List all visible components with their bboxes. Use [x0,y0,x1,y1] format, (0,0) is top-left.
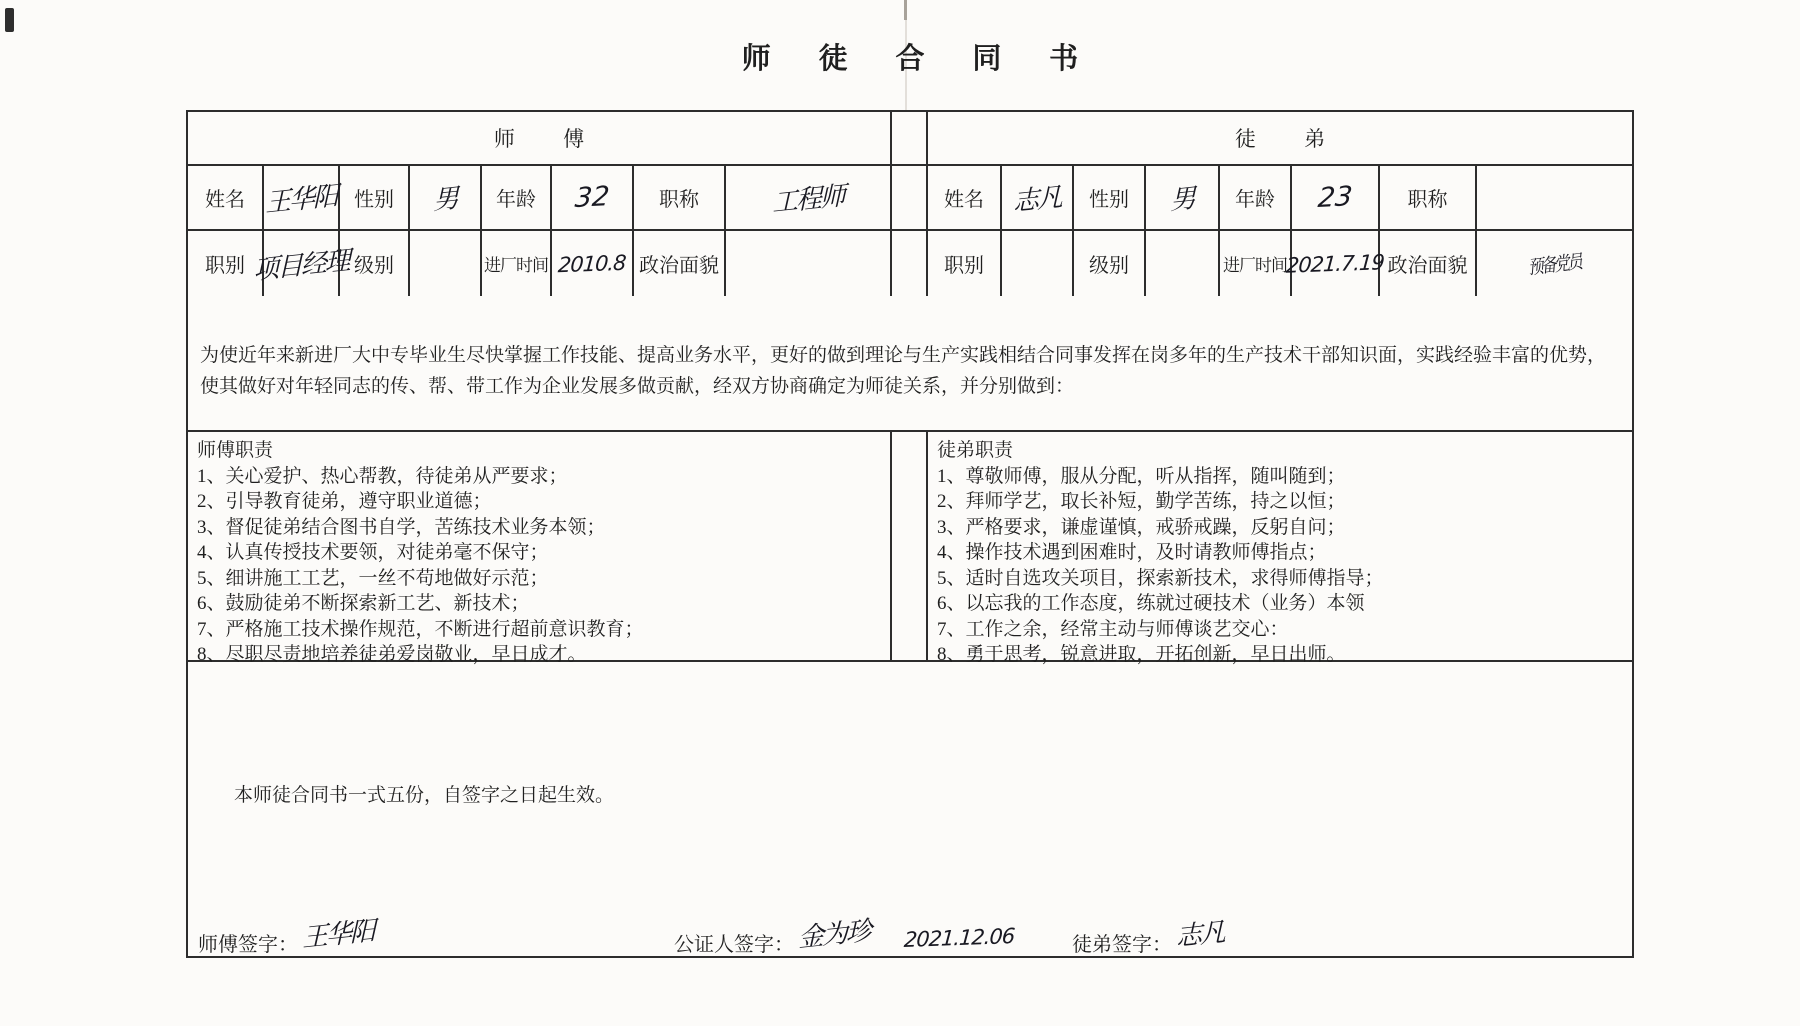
master-political-label: 政治面貌 [632,231,724,296]
fields-row-2 [188,231,1632,296]
contract-table [186,110,1634,958]
master-signature-block [198,914,374,957]
apprentice-signature-block [1072,914,1224,957]
master-rank-label: 职别 [205,255,245,277]
page-title: 师徒合同书 [741,43,1127,75]
master-duty-item: 8、尽职尽责地培养徒弟爱岗敬业，早日成才。 [197,644,587,665]
apprentice-age-label: 年龄 [1218,166,1290,229]
apprentice-sign-label: 徒弟签字： [1072,934,1172,956]
preamble-paragraph: 为使近年来新进厂大中专毕业生尽快掌握工作技能、提高业务水平，更好的做到理论与生产实践相结合同事发挥在岗多年的生产技术干部知识面，实践经验丰富的优势，使其做好对年轻同志的传、帮、带工作为企业发展多做贡献，经双方协商确定为师徒关系，并分别做到： [188,296,1632,432]
master-duties-heading: 师傅职责 [197,440,274,461]
apprentice-gender-label: 性别 [1072,166,1144,229]
master-name-value: 王华阳 [262,166,338,229]
master-gender-value: 男 [408,166,480,229]
master-gender-label: 性别 [338,166,408,229]
duties-row [188,432,1632,665]
notary-signature-block [674,914,1014,957]
apprentice-header-cell [928,112,1632,164]
master-duty-item: 6、鼓励徒弟不断探索新工艺、新技术； [197,593,530,614]
apprentice-entry-value: 2021.7.19 [1290,231,1378,296]
apprentice-name-label: 姓名 [944,189,984,211]
fold-column [890,112,928,164]
notary-signature: 金为珍 [797,916,871,954]
master-duty-item: 2、引导教育徒弟，遵守职业道德； [197,491,492,512]
closing-note: 本师徒合同书一式五份，自签字之日起生效。 [234,785,615,806]
fold-column [890,231,928,296]
apprentice-duties-heading: 徒弟职责 [937,440,1014,461]
master-age-label: 年龄 [480,166,550,229]
apprentice-duty-item: 3、严格要求，谦虚谨慎，戒骄戒躁，反躬自问； [937,516,1346,538]
master-grade-label: 级别 [338,231,408,296]
apprentice-signature: 志凡 [1175,917,1225,953]
master-rank-value: 项目经理 [262,231,338,296]
apprentice-duty-item: 1、尊敬师傅，服从分配，听从指挥，随叫随到； [937,465,1346,487]
apprentice-political-label: 政治面貌 [1378,231,1475,296]
master-duties-column [188,432,654,665]
apprentice-duty-item: 8、勇于思考，锐意进取，开拓创新，早日出师。 [937,644,1346,665]
footer-section [188,662,1632,956]
apprentice-duty-item: 2、拜师学艺，取长补短，勤学苦练，持之以恒； [937,491,1346,512]
master-duty-item: 3、督促徒弟结合图书自学，苦练技术业务本领； [197,516,606,538]
apprentice-duty-item: 7、工作之余，经常主动与师傅谈艺交心： [937,618,1289,640]
apprentice-section-title: 徒弟 [1234,127,1374,151]
fold-crease-mark [904,0,907,20]
apprentice-title-value [1475,166,1632,229]
apprentice-duty-item: 6、以忘我的工作态度，练就过硬技术（业务）本领 [937,593,1365,614]
master-duty-item: 1、关心爱护、热心帮教，待徒弟从严要求； [197,465,568,487]
master-duty-item: 7、严格施工技术操作规范，不断进行超前意识教育； [197,618,644,640]
apprentice-duty-item: 4、操作技术遇到困难时，及时请教师傅指点； [937,542,1327,563]
master-grade-value [408,231,480,296]
master-header-cell [188,112,890,164]
apprentice-grade-value [1144,231,1218,296]
master-sign-label: 师傅签字： [198,934,298,956]
apprentice-rank-label: 职别 [944,255,984,277]
master-signature: 王华阳 [301,916,375,954]
apprentice-political-value: 预备党员 [1475,231,1632,296]
master-duty-item: 5、细讲施工工艺，一丝不苟地做好示范； [197,567,549,589]
master-political-value [724,231,890,296]
master-title-label: 职称 [632,166,724,229]
apprentice-name-value: 志凡 [1000,166,1072,229]
scan-artifact [5,8,14,32]
master-entry-label: 进厂时间 [480,231,550,296]
apprentice-gender-value: 男 [1144,166,1218,229]
section-header-row [188,112,1632,166]
apprentice-age-value: 23 [1290,166,1378,229]
master-title-value: 工程师 [724,166,890,229]
apprentice-rank-value [1000,231,1072,296]
apprentice-duty-item: 5、适时自选攻关项目，探索新技术，求得师傅指导； [937,567,1384,589]
apprentice-entry-label: 进厂时间 [1218,231,1290,296]
apprentice-grade-label: 级别 [1072,231,1144,296]
master-entry-value: 2010.8 [550,231,632,296]
master-age-value: 32 [550,166,632,229]
fold-column [890,432,928,660]
fold-column [890,166,928,229]
master-name-label: 姓名 [205,189,245,211]
fields-row-1 [188,166,1632,231]
master-duty-item: 4、认真传授技术要领，对徒弟毫不保守； [197,542,549,563]
master-section-title: 师傅 [493,127,633,151]
apprentice-duties-column [928,432,1394,665]
notary-sign-label: 公证人签字： [674,934,794,956]
signature-date: 2021.12.06 [903,924,1016,952]
apprentice-title-label: 职称 [1378,166,1475,229]
